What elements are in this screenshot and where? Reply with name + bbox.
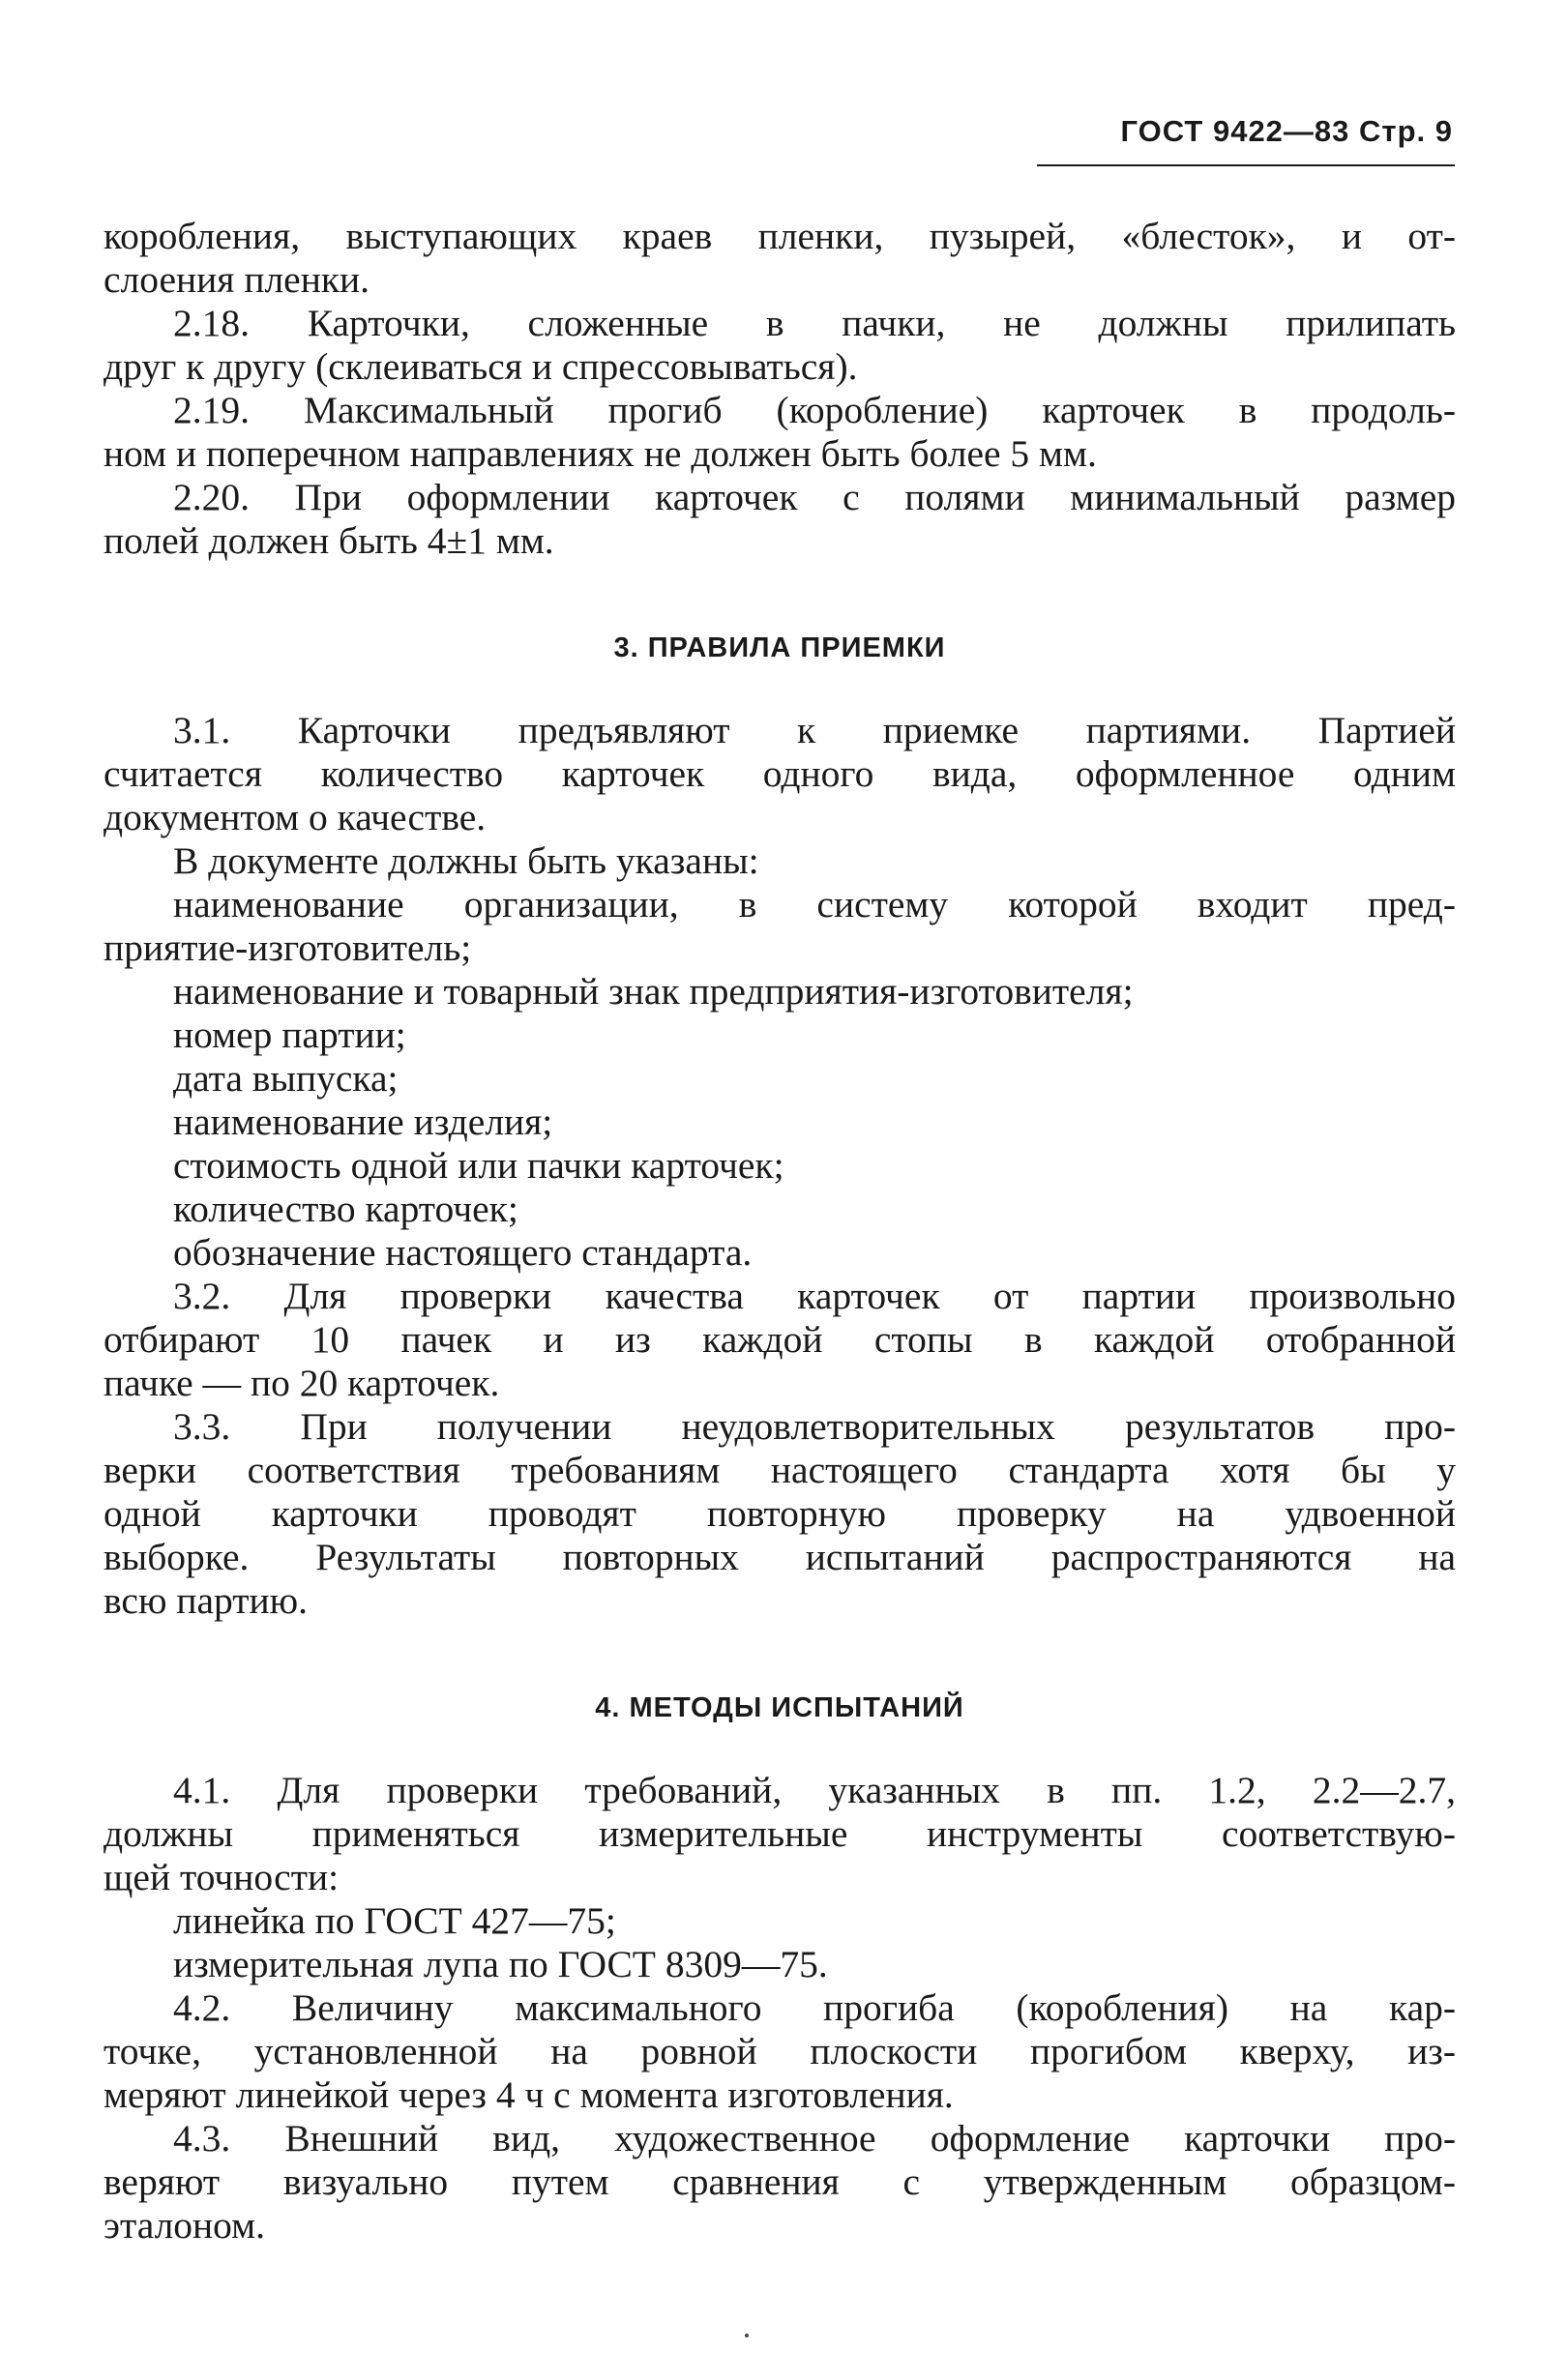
text-line: веряют визуально путем сравнения с утвержденным образцом- xyxy=(103,2160,1456,2203)
paragraph-3-1 xyxy=(103,709,1456,839)
text-line: 3.3. При получении неудовлетворительных результатов про- xyxy=(173,1405,1456,1448)
paragraph-3-1-doc: В документе должны быть указаны: xyxy=(173,839,759,882)
list-item: количество карточек; xyxy=(173,1188,518,1230)
text-line: полей должен быть 4±1 мм. xyxy=(103,519,554,562)
paragraph-4-1 xyxy=(103,1769,1456,1899)
text-line: должны применяться измерительные инструменты соответствую- xyxy=(103,1812,1456,1855)
text-line: ном и поперечном направлениях не должен быть более 5 мм. xyxy=(103,432,1097,475)
paragraph-intro xyxy=(103,215,1456,302)
text-line: отбирают 10 пачек и из каждой стопы в каждой отобранной xyxy=(103,1318,1456,1361)
paragraph-3-1-org xyxy=(103,883,1456,970)
list-item: дата выпуска; xyxy=(173,1057,399,1100)
paragraph-2-20 xyxy=(103,476,1456,563)
footer-dot xyxy=(745,2334,749,2337)
paragraph-3-2 xyxy=(103,1275,1456,1405)
section-title-4: 4. МЕТОДЫ ИСПЫТАНИЙ xyxy=(595,1692,964,1723)
text-line: щей точности: xyxy=(103,1856,340,1898)
text-line: точке, установленной на ровной плоскости прогибом кверху, из- xyxy=(103,2030,1456,2072)
page-header: ГОСТ 9422—83 Стр. 9 xyxy=(1120,114,1453,148)
text-line: эталоном. xyxy=(103,2204,266,2247)
text-line: коробления, выступающих краев пленки, пузырей, «блесток», и от- xyxy=(103,215,1456,257)
text-line: 3.2. Для проверки качества карточек от партии произвольно xyxy=(173,1275,1456,1317)
header-rule xyxy=(1037,164,1455,166)
list-item: наименование и товарный знак предприятия-изготовителя; xyxy=(173,970,1134,1013)
paragraph-2-19 xyxy=(103,389,1456,476)
text-line: наименование организации, в систему которой входит пред- xyxy=(173,883,1456,926)
list-item: стоимость одной или пачки карточек; xyxy=(173,1144,784,1187)
text-line: выборке. Результаты повторных испытаний распространяются на xyxy=(103,1536,1456,1578)
text-line: друг к другу (склеиваться и спрессовываться). xyxy=(103,345,858,388)
text-line: 4.3. Внешний вид, художественное оформление карточки про- xyxy=(173,2117,1456,2160)
text-line: одной карточки проводят повторную проверку на удвоенной xyxy=(103,1492,1456,1535)
text-line: 2.19. Максимальный прогиб (коробление) карточек в продоль- xyxy=(173,389,1456,431)
text-line: документом о качестве. xyxy=(103,796,487,838)
text-line: 3.1. Карточки предъявляют к приемке партиями. Партией xyxy=(173,709,1456,751)
section-title-3: 3. ПРАВИЛА ПРИЕМКИ xyxy=(613,632,946,663)
text-line: приятие-изготовитель; xyxy=(103,926,472,969)
paragraph-4-3 xyxy=(103,2117,1456,2248)
text-line: меряют линейкой через 4 ч с момента изготовления. xyxy=(103,2073,954,2116)
list-item: измерительная лупа по ГОСТ 8309—75. xyxy=(173,1943,828,1985)
text-line: 2.18. Карточки, сложенные в пачки, не должны прилипать xyxy=(173,302,1456,344)
text-line: считается количество карточек одного вида, оформленное одним xyxy=(103,752,1456,795)
paragraph-2-18 xyxy=(103,302,1456,389)
text-line: верки соответствия требованиям настоящего стандарта хотя бы у xyxy=(103,1449,1456,1491)
paragraph-3-3 xyxy=(103,1405,1456,1623)
document-body xyxy=(103,215,1456,2248)
text-line: 4.2. Величину максимального прогиба (коробления) на кар- xyxy=(173,1986,1456,2029)
list-item: наименование изделия; xyxy=(173,1101,553,1143)
list-item: обозначение настоящего стандарта. xyxy=(173,1231,753,1274)
text-line: слоения пленки. xyxy=(103,258,370,301)
text-line: всю партию. xyxy=(103,1579,309,1622)
list-item: линейка по ГОСТ 427—75; xyxy=(173,1899,616,1942)
text-line: пачке — по 20 карточек. xyxy=(103,1362,500,1404)
list-item: номер партии; xyxy=(173,1014,406,1056)
text-line: 4.1. Для проверки требований, указанных в пп. 1.2, 2.2—2.7, xyxy=(173,1769,1456,1811)
paragraph-4-2 xyxy=(103,1986,1456,2117)
text-line: 2.20. При оформлении карточек с полями минимальный размер xyxy=(173,476,1456,518)
